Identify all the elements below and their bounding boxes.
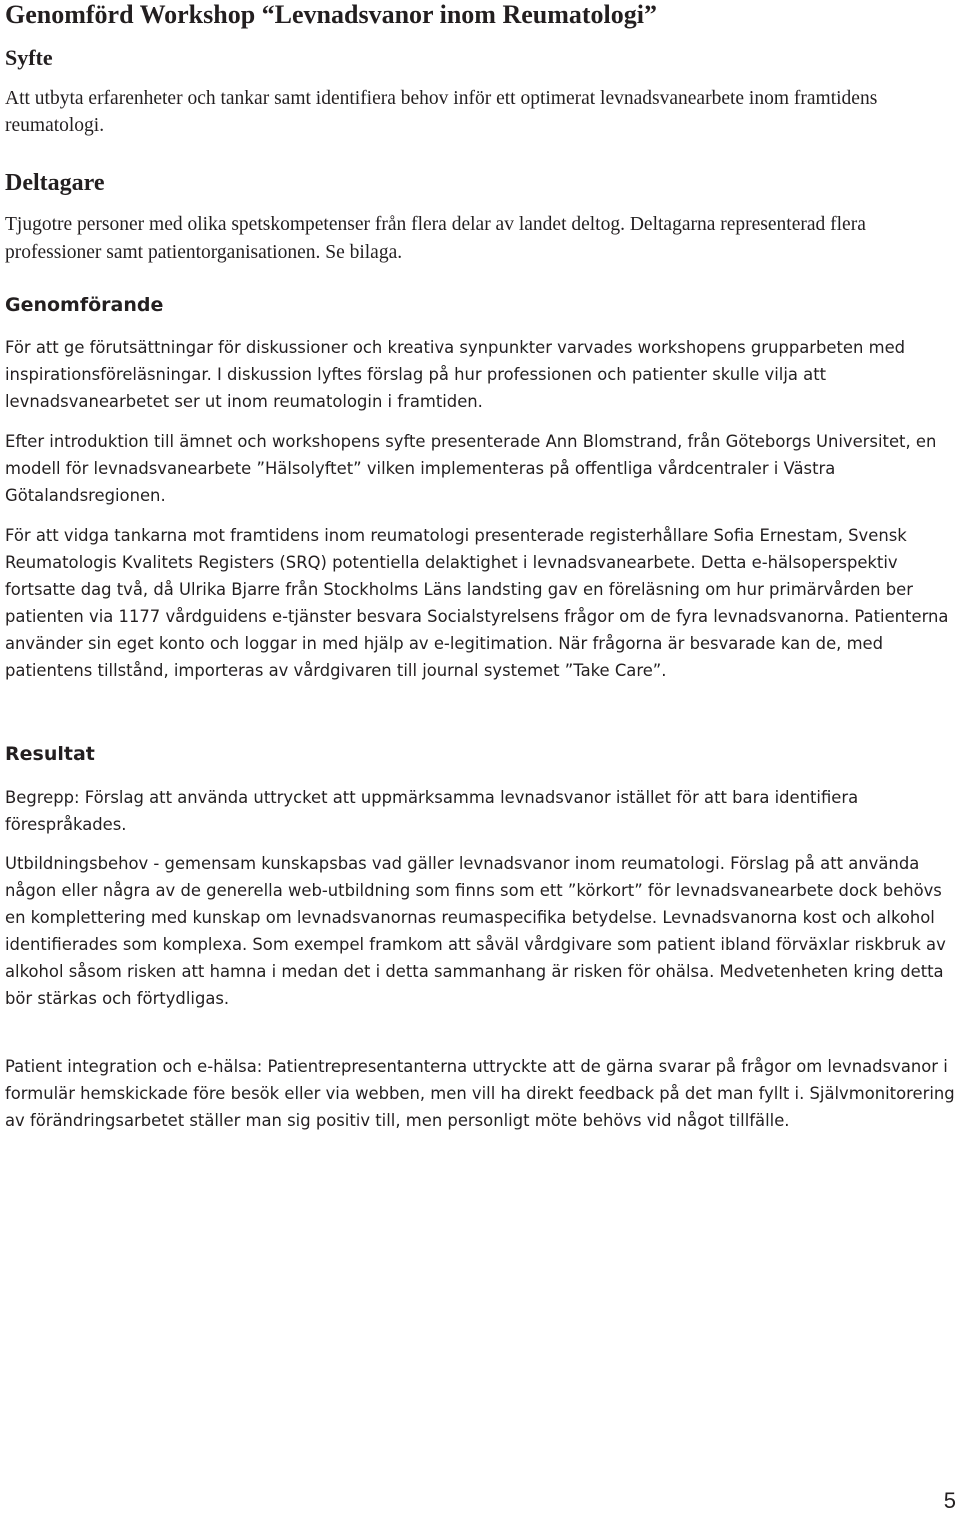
heading-resultat: Resultat xyxy=(5,743,95,765)
paragraph-genomforande-1: För att ge förutsättningar för diskussioner och kreativa synpunkter varvades workshopens grupparbeten med inspirationsföreläsningar. I diskussion lyftes förslag på hur professionen och patienter skulle vilja att levnadsvanearbetet ser ut inom reumatologin i framtiden. xyxy=(5,338,906,411)
heading-syfte: Syfte xyxy=(5,45,53,70)
paragraph-resultat-3: Patient integration och e-hälsa: Patientrepresentanterna uttryckte att de gärna svarar på frågor om levnadsvanor i formulär hemskickade före besök eller via webben, men vill ha direkt feedback på det man fyllt i. Självmonitorering av förändringsarbetet ställer man sig positiv till, men personligt möte behövs vid något tillfälle. xyxy=(5,1057,955,1130)
paragraph-genomforande-3: För att vidga tankarna mot framtidens inom reumatologi presenterade registerhållare Sofia Ernestam, Svensk Reumatologis Kvalitets Registers (SRQ) potentiella delaktighet i levnadsvanearbete. Detta e-hälsoperspektiv fortsatte dag två, då Ulrika Bjarre från Stockholms Läns landsting gav en föreläsning om hur primärvården ber patienten via 1177 vårdguidens e-tjänster besvara Socialstyrelsens frågor om de fyra levnadsvanorna. Patienterna använder sin eget konto och loggar in med hjälp av e-legitimation. När frågorna är besvarade kan de, med patientens tillstånd, importeras av vårdgivaren till journal systemet ”Take Care”. xyxy=(5,526,949,680)
paragraph-genomforande-2: Efter introduktion till ämnet och workshopens syfte presenterade Ann Blomstrand, från Göteborgs Universitet, en modell för levnadsvanearbete ”Hälsolyftet” vilken implementeras på offentliga vårdcentraler i Västra Götalandsregionen. xyxy=(5,432,937,505)
paragraph-deltagare: Tjugotre personer med olika spetskompetenser från flera delar av landet deltog. Deltagarna representerad flera professioner samt patientorganisationen. Se bilaga. xyxy=(5,214,866,263)
document-title: Genomförd Workshop “Levnadsvanor inom Reumatologi” xyxy=(5,0,658,29)
paragraph-resultat-1: Begrepp: Förslag att använda uttrycket att uppmärksamma levnadsvanor istället för att bara identifiera förespråkades. xyxy=(5,788,859,834)
paragraph-syfte: Att utbyta erfarenheter och tankar samt identifiera behov inför ett optimerat levnadsvanearbete inom framtidens reumatologi. xyxy=(5,88,878,136)
page-number: 5 xyxy=(943,1488,956,1513)
paragraph-resultat-2: Utbildningsbehov - gemensam kunskapsbas vad gäller levnadsvanor inom reumatologi. Förslag på att använda någon eller några av de generella web-utbildning som finns som ett ”körkort” för levnadsvanearbete dock behövs en komplettering med kunskap om levnadsvanornas reumaspecifika betydelse. Levnadsvanorna kost och alkohol identifierades som komplexa. Som exempel framkom att såväl vårdgivare som patient ibland förväxlar riskbruk av alkohol såsom risken att hamna i medan det i detta sammanhang är risken för ohälsa. Medvetenheten kring detta bör stärkas och förtydligas. xyxy=(5,854,946,1008)
heading-deltagare: Deltagare xyxy=(5,170,105,196)
heading-genomforande: Genomförande xyxy=(5,294,164,316)
